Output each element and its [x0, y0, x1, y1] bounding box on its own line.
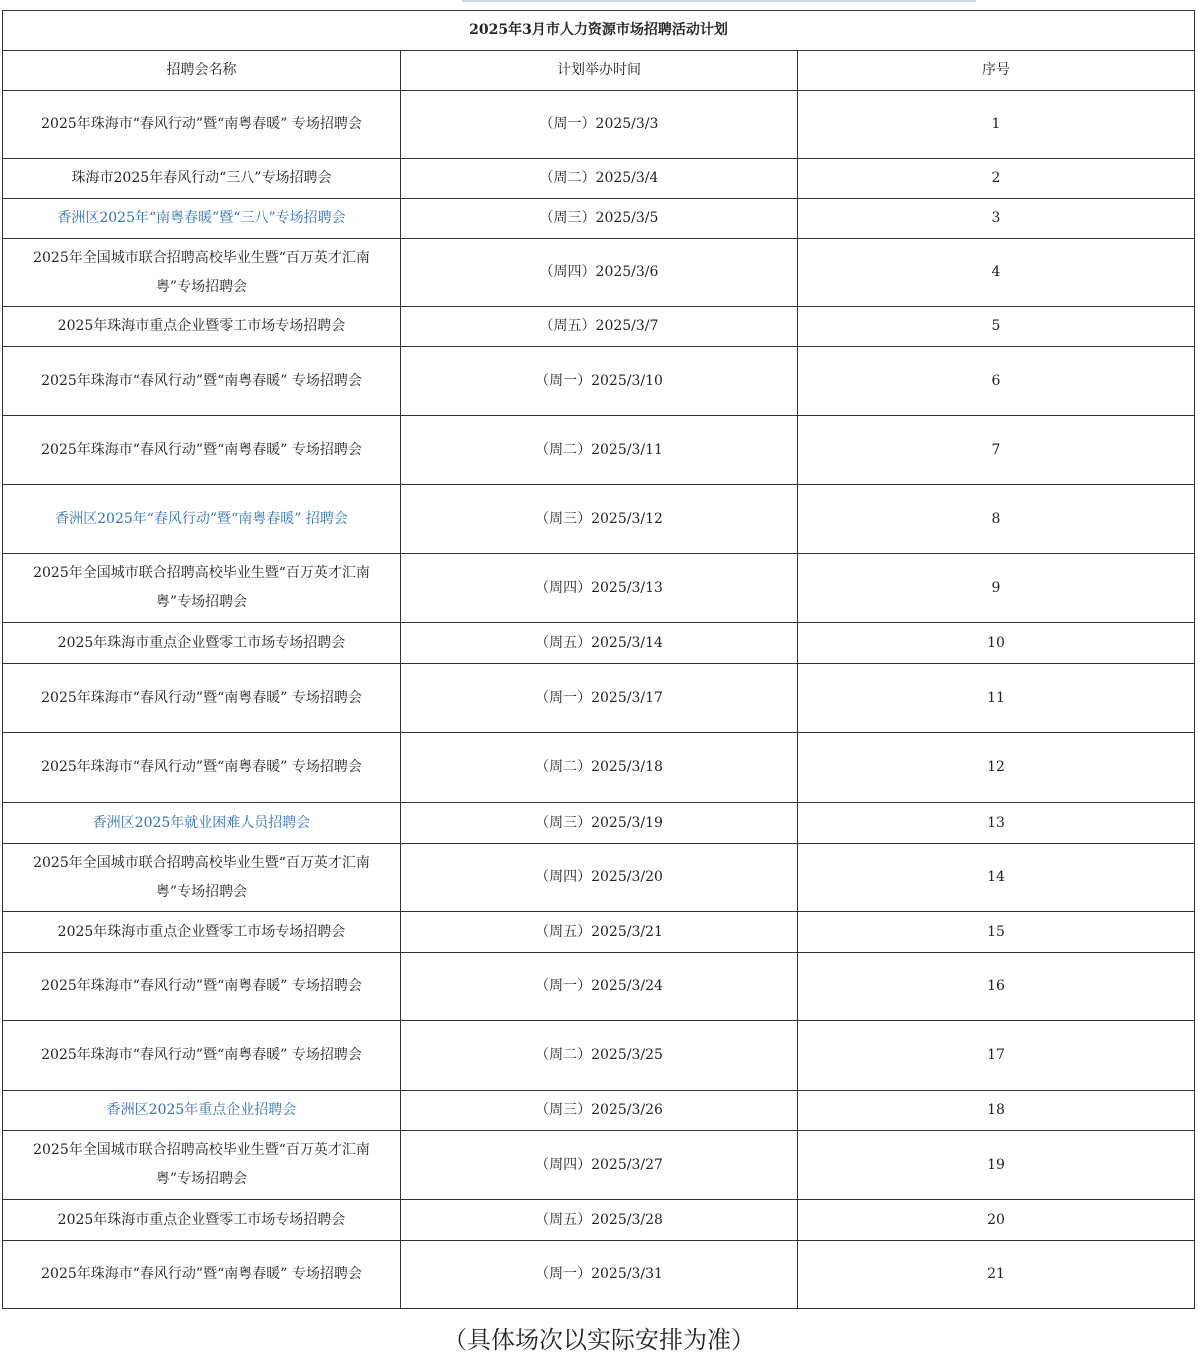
row-time-cell: 2025/3/12（周三） — [401, 485, 798, 554]
row-seq-cell: 19 — [798, 1131, 1195, 1200]
row-name-cell: 2025年全国城市联合招聘高校毕业生暨“百万英才汇南粤”专场招聘会 — [3, 239, 401, 307]
row-name-cell: 2025年珠海市“春风行动”暨“南粤春暖” 专场招聘会 — [3, 91, 401, 159]
row-time-cell: 2025/3/6（周四） — [401, 239, 798, 307]
row-name-cell[interactable]: 香洲区2025年就业困难人员招聘会 — [3, 803, 401, 844]
row-seq-cell: 13 — [798, 803, 1195, 844]
row-name-cell: 2025年珠海市“春风行动”暨“南粤春暖” 专场招聘会 — [3, 733, 401, 803]
row-time-cell: 2025/3/18（周二） — [401, 733, 798, 803]
row-name-cell: 2025年珠海市“春风行动”暨“南粤春暖” 专场招聘会 — [3, 1241, 401, 1309]
row-name-cell: 2025年全国城市联合招聘高校毕业生暨“百万英才汇南粤”专场招聘会 — [3, 844, 401, 912]
row-time-cell: 2025/3/5（周三） — [401, 199, 798, 239]
row-name-cell[interactable]: 香洲区2025年重点企业招聘会 — [3, 1091, 401, 1131]
table-row — [3, 307, 1195, 347]
row-seq-cell: 2 — [798, 159, 1195, 199]
row-seq-cell: 10 — [798, 623, 1195, 664]
row-name-cell: 2025年珠海市重点企业暨零工市场专场招聘会 — [3, 912, 401, 953]
table-row — [3, 623, 1195, 664]
row-name-cell: 2025年珠海市重点企业暨零工市场专场招聘会 — [3, 623, 401, 664]
row-time-cell: 2025/3/4（周二） — [401, 159, 798, 199]
row-seq-cell: 14 — [798, 844, 1195, 912]
table-row — [3, 953, 1195, 1021]
top-divider — [462, 0, 976, 2]
header-name: 招聘会名称 — [3, 51, 401, 91]
row-time-cell: 2025/3/19（周三） — [401, 803, 798, 844]
row-time-cell: 2025/3/17（周一） — [401, 664, 798, 733]
row-time-cell: 2025/3/7（周五） — [401, 307, 798, 347]
header-time: 计划举办时间 — [401, 51, 798, 91]
table-row — [3, 347, 1195, 416]
row-time-cell: 2025/3/27（周四） — [401, 1131, 798, 1200]
row-time-cell: 2025/3/11（周二） — [401, 416, 798, 485]
row-time-cell: 2025/3/24（周一） — [401, 953, 798, 1021]
table-row — [3, 1091, 1195, 1131]
row-name-cell: 2025年珠海市重点企业暨零工市场专场招聘会 — [3, 307, 401, 347]
row-time-cell: 2025/3/31（周一） — [401, 1241, 798, 1309]
row-seq-cell: 3 — [798, 199, 1195, 239]
table-row — [3, 664, 1195, 733]
table-row — [3, 1241, 1195, 1309]
row-name-cell: 2025年珠海市“春风行动”暨“南粤春暖” 专场招聘会 — [3, 1021, 401, 1091]
row-seq-cell: 5 — [798, 307, 1195, 347]
schedule-sheet — [3, 10, 1195, 1309]
table-row — [3, 1200, 1195, 1241]
table-row — [3, 485, 1195, 554]
table-row — [3, 239, 1195, 307]
row-seq-cell: 7 — [798, 416, 1195, 485]
row-name-cell: 珠海市2025年春风行动“三八”专场招聘会 — [3, 159, 401, 199]
table-row — [3, 1021, 1195, 1091]
row-seq-cell: 12 — [798, 733, 1195, 803]
table-title: 2025年3月市人力资源市场招聘活动计划 — [3, 11, 1195, 51]
row-name-cell[interactable]: 香洲区2025年“春风行动”暨“南粤春暖” 招聘会 — [3, 485, 401, 554]
row-name-cell: 2025年珠海市“春风行动”暨“南粤春暖” 专场招聘会 — [3, 664, 401, 733]
row-time-cell: 2025/3/25（周二） — [401, 1021, 798, 1091]
table-row — [3, 554, 1195, 623]
row-seq-cell: 6 — [798, 347, 1195, 416]
row-seq-cell: 1 — [798, 91, 1195, 159]
row-name-cell: 2025年珠海市“春风行动”暨“南粤春暖” 专场招聘会 — [3, 416, 401, 485]
row-time-cell: 2025/3/13（周四） — [401, 554, 798, 623]
table-row — [3, 803, 1195, 844]
row-seq-cell: 17 — [798, 1021, 1195, 1091]
row-time-cell: 2025/3/28（周五） — [401, 1200, 798, 1241]
row-seq-cell: 8 — [798, 485, 1195, 554]
table-row — [3, 91, 1195, 159]
row-time-cell: 2025/3/26（周三） — [401, 1091, 798, 1131]
row-name-cell: 2025年全国城市联合招聘高校毕业生暨“百万英才汇南粤”专场招聘会 — [3, 554, 401, 623]
row-time-cell: 2025/3/20（周四） — [401, 844, 798, 912]
row-time-cell: 2025/3/14（周五） — [401, 623, 798, 664]
row-seq-cell: 4 — [798, 239, 1195, 307]
row-seq-cell: 11 — [798, 664, 1195, 733]
row-seq-cell: 20 — [798, 1200, 1195, 1241]
row-name-cell: 2025年珠海市“春风行动”暨“南粤春暖” 专场招聘会 — [3, 347, 401, 416]
table-row — [3, 844, 1195, 912]
table-row — [3, 159, 1195, 199]
row-time-cell: 2025/3/21（周五） — [401, 912, 798, 953]
row-time-cell: 2025/3/10（周一） — [401, 347, 798, 416]
row-seq-cell: 15 — [798, 912, 1195, 953]
table-row — [3, 733, 1195, 803]
table-row — [3, 1131, 1195, 1200]
row-name-cell: 2025年珠海市重点企业暨零工市场专场招聘会 — [3, 1200, 401, 1241]
table-row — [3, 199, 1195, 239]
row-seq-cell: 21 — [798, 1241, 1195, 1309]
row-name-cell: 2025年珠海市“春风行动”暨“南粤春暖” 专场招聘会 — [3, 953, 401, 1021]
row-time-cell: 2025/3/3（周一） — [401, 91, 798, 159]
row-seq-cell: 9 — [798, 554, 1195, 623]
footnote: （具体场次以实际安排为准） — [443, 1326, 755, 1354]
row-seq-cell: 18 — [798, 1091, 1195, 1131]
row-name-cell[interactable]: 香洲区2025年“南粤春暖”暨“三八”专场招聘会 — [3, 199, 401, 239]
row-seq-cell: 16 — [798, 953, 1195, 1021]
row-name-cell: 2025年全国城市联合招聘高校毕业生暨“百万英才汇南粤”专场招聘会 — [3, 1131, 401, 1200]
table-body — [3, 91, 1195, 1309]
header-seq: 序号 — [798, 51, 1195, 91]
table-row — [3, 912, 1195, 953]
table-row — [3, 416, 1195, 485]
schedule-table — [2, 10, 1195, 1309]
